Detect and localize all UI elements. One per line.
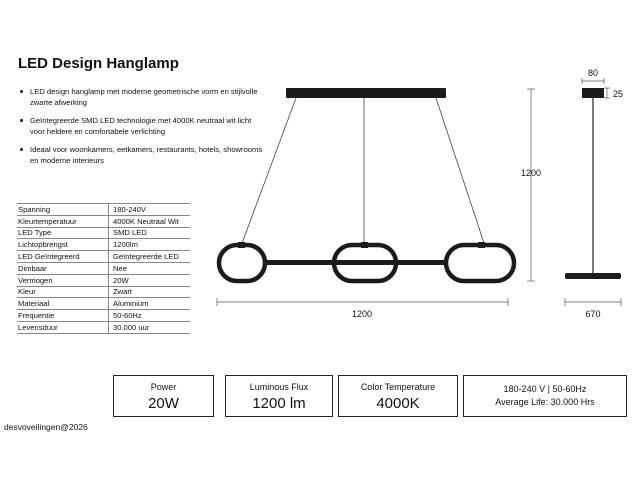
- height-label: 1200: [520, 168, 542, 178]
- ring-left: [219, 245, 265, 281]
- width-label: 1200: [351, 309, 373, 319]
- spec-value: 20W: [109, 274, 191, 286]
- ring-right: [446, 245, 514, 281]
- side-width-label: 670: [585, 309, 601, 319]
- color-temp-label: Color Temperature: [360, 382, 436, 392]
- spec-value: Geïntegreerde LED: [109, 251, 191, 263]
- spec-key: LED Type: [17, 227, 109, 239]
- canopy-bar: [286, 88, 446, 98]
- lamp-front-view: [219, 88, 514, 281]
- power-label: Power: [150, 382, 177, 392]
- spec-key: Vermogen: [17, 274, 109, 286]
- ring-clip: [478, 242, 485, 248]
- spec-key: Spanning: [17, 204, 109, 216]
- power-box: [113, 375, 214, 417]
- spec-value: Aluminium: [109, 298, 191, 310]
- spec-value: 180-240V: [109, 204, 191, 216]
- power-value: 20W: [148, 395, 179, 412]
- spec-value: SMD LED: [109, 227, 191, 239]
- feature-item: LED design hanglamp met moderne geometrische vorm en stijlvolle zwarte afwerking: [18, 86, 268, 108]
- spec-key: Kleurtemperatuur: [17, 215, 109, 227]
- ring-clip: [238, 242, 245, 248]
- spec-value: 4000K Neutraal Wit: [109, 215, 191, 227]
- spec-key: Dimbaar: [17, 262, 109, 274]
- electrical-line-1: 180-240 V | 50-60Hz: [503, 384, 587, 394]
- flux-label: Luminous Flux: [249, 382, 309, 392]
- spec-key: Kleur: [17, 286, 109, 298]
- watermark: desvoveilingen@2026: [4, 422, 88, 432]
- product-title: LED Design Hanglamp: [18, 55, 179, 72]
- width-dimension: [217, 298, 508, 319]
- electrical-line-2: Average Life: 30.000 Hrs: [495, 397, 595, 407]
- suspension-wire: [241, 98, 296, 246]
- side-body: [565, 273, 621, 279]
- color-temp-value: 4000K: [376, 395, 420, 412]
- flux-box: [225, 375, 333, 417]
- feature-item: Geïntegreerde SMD LED technologie met 4000K neutraal wit licht voor heldere en comfortabele verlichting: [18, 115, 268, 137]
- spec-key: LED Geïntegreerd: [17, 251, 109, 263]
- spec-key: Lichtopbrengst: [17, 239, 109, 251]
- suspension-wire: [436, 98, 485, 246]
- spec-key: Levensduur: [17, 321, 109, 333]
- spec-key: Frequentie: [17, 310, 109, 322]
- spec-value: 1200lm: [109, 239, 191, 251]
- flux-value: 1200 lm: [252, 395, 306, 412]
- connector-bar: [264, 260, 447, 265]
- electrical-box: [463, 375, 627, 417]
- lamp-side-view: [565, 68, 623, 319]
- canopy-width-label: 80: [587, 68, 599, 78]
- spec-value: 30.000 uur: [109, 321, 191, 333]
- side-canopy: [582, 88, 604, 98]
- ring-clip: [361, 242, 368, 248]
- spec-value: Zwart: [109, 286, 191, 298]
- color-temp-box: [338, 375, 458, 417]
- spec-value: Nee: [109, 262, 191, 274]
- height-dimension: [521, 89, 541, 281]
- feature-item: Ideaal voor woonkamers, eetkamers, restaurants, hotels, showrooms en moderne interieurs: [18, 144, 268, 166]
- spec-value: 50-60Hz: [109, 310, 191, 322]
- spec-key: Materiaal: [17, 298, 109, 310]
- canopy-height-label: 25: [613, 89, 624, 99]
